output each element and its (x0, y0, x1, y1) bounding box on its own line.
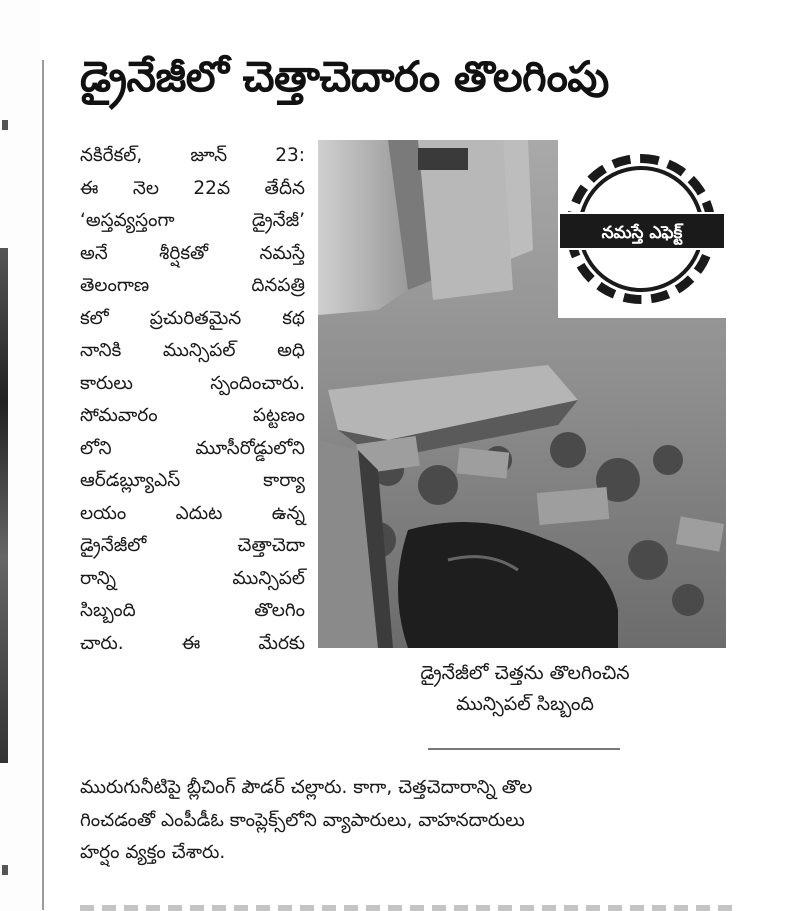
column-divider (42, 60, 44, 910)
bottom-line: మురుగునీటిపై బ్లీచింగ్ పౌడర్ చల్లారు. కాగా, చెత్తచెదారాన్ని తొల (80, 777, 533, 798)
namaste-effect-badge (558, 140, 726, 318)
caption-divider (428, 748, 620, 750)
column-line: తెలంగాణ దినపత్రి (80, 275, 305, 296)
next-article-fragment (80, 905, 740, 911)
bottom-line: హర్షం వ్యక్తం చేశారు. (80, 842, 226, 863)
column-line: కారులు స్పందించారు. (80, 372, 305, 394)
column-line: ఈ నెల 22వ తేదీన (80, 177, 305, 199)
column-line: కలో ప్రచురితమైన కథ (80, 307, 305, 329)
column-line: సిబ్బంది తొలగిం (80, 600, 305, 621)
badge-label: నమస్తే ఎఫెక్ట్ (558, 212, 726, 250)
column-line: అనే శీర్షికతో నమస్తే (80, 242, 305, 264)
column-line: నకిరేకల్, జూన్ 23: (80, 145, 305, 166)
column-line: ఆర్‌డబ్ల్యూఎస్ కార్యా (80, 470, 305, 491)
bottom-line: గించడంతో ఎంపీడీఓ కాంప్లెక్స్‌లోని వ్యాపారులు, వాహనదారులు (80, 809, 525, 831)
adjacent-text-mark (2, 865, 8, 875)
column-line: నానికి మున్సిపల్ అధి (80, 340, 305, 361)
column-line: రాన్ని మున్సిపల్ (80, 567, 305, 589)
column-line: ‘అస్తవ్యస్తంగా డ్రైనేజీ’ (80, 210, 305, 231)
article-column-text (80, 140, 305, 660)
article-bottom-text (80, 772, 730, 870)
column-line: లోని మూసీరోడ్డులోని (80, 437, 305, 459)
adjacent-text-mark (2, 120, 8, 130)
adjacent-column-fragment (0, 0, 40, 911)
column-line: లయం ఎదుట ఉన్న (80, 502, 305, 524)
column-line: చారు. ఈ మేరకు (80, 632, 305, 654)
photo-caption (380, 658, 670, 720)
caption-line: మున్సిపల్ సిబ్బంది (456, 693, 594, 715)
adjacent-photo-fragment (0, 248, 8, 763)
caption-line: డ్రైనేజీలో చెత్తను తొలగించిన (420, 662, 630, 684)
headline: డ్రైనేజీలో చెత్తాచెదారం తొలగింపు (80, 52, 609, 101)
column-line: సోమవారం పట్టణం (80, 405, 305, 426)
column-line: డ్రైనేజీలో చెత్తాచెదా (80, 535, 305, 556)
